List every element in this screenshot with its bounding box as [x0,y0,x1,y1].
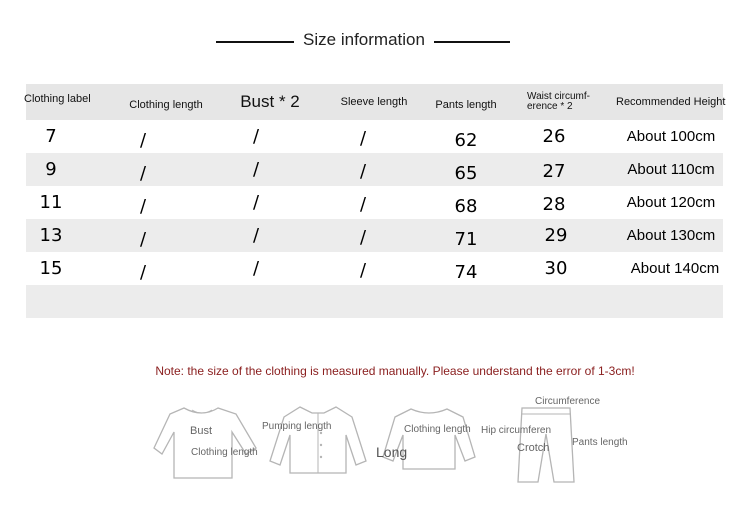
pants-circumference-label: Circumference [535,396,601,407]
cell-waist: 26 [542,126,566,147]
cell-sleeve: / [359,227,367,248]
cell-sleeve: / [359,260,367,281]
cell-bust: / [252,126,260,147]
table-header [24,84,726,120]
header-bust: Bust * 2 [240,92,300,111]
table-row [26,120,723,153]
cell-bust: / [252,192,260,213]
cell-label: 13 [39,225,63,246]
cell-clothing-length: / [139,130,147,151]
header-clothing-length: Clothing length [129,99,203,111]
cell-clothing-length: / [139,163,147,184]
shirt-diagram [266,403,370,475]
cell-height: About 120cm [626,194,716,211]
table-row [26,153,723,186]
cell-waist: 30 [544,258,568,279]
cell-pants: 74 [454,262,478,283]
tshirt-outline-icon [152,402,267,482]
tshirt-length-label: Clothing length [191,447,258,458]
header-sleeve-length: Sleeve length [340,96,408,108]
sweater-length-label: Clothing length [404,424,471,435]
title-rule-left [216,41,296,43]
header-waist: Waist circumf-erence * 2 [527,91,590,112]
cell-pants: 71 [454,229,478,250]
cell-label: 9 [45,159,57,180]
tshirt-bust-label: Bust [190,425,213,437]
cell-height: About 130cm [626,227,716,244]
table-row [26,186,723,219]
cell-sleeve: / [359,161,367,182]
cell-bust: / [252,258,260,279]
cell-height: About 100cm [626,128,716,145]
cell-pants: 62 [454,130,478,151]
cell-clothing-length: / [139,229,147,250]
cell-label: 15 [39,258,63,279]
title-block [216,30,510,54]
pants-hip-label: Hip circumferen [481,425,552,436]
cell-label: 11 [39,192,63,213]
title-rule-right [428,41,510,43]
header-pants-length: Pants length [435,99,497,111]
header-recommended-height: Recommended Height [616,96,726,108]
sweater-long-label: Long [376,444,408,460]
sweater-outline-icon [381,405,477,473]
pants-length-label: Pants length [572,437,628,448]
table-row-empty [26,285,723,318]
header-clothing-label: Clothing label [24,93,91,105]
cell-sleeve: / [359,194,367,215]
cell-waist: 27 [542,161,566,182]
shirt-outline-icon [266,403,370,475]
table-row [26,219,723,252]
cell-height: About 140cm [630,260,720,277]
cell-clothing-length: / [139,262,147,283]
cell-pants: 68 [454,196,478,217]
size-table [24,84,726,318]
shirt-length-label: Pumping length [262,421,332,432]
cell-height: About 110cm [627,161,715,178]
cell-bust: / [252,225,260,246]
cell-sleeve: / [359,128,367,149]
cell-bust: / [252,159,260,180]
cell-waist: 28 [542,194,566,215]
sweater-diagram [381,405,477,473]
cell-label: 7 [45,126,57,147]
measurement-note: Note: the size of the clothing is measured manually. Please understand the error of 1-3cm! [155,364,635,378]
tshirt-diagram [152,402,267,482]
cell-clothing-length: / [139,196,147,217]
page-title: Size information [294,30,434,50]
cell-waist: 29 [544,225,568,246]
table-row [26,252,723,285]
pants-crotch-label: Crotch [517,442,550,454]
cell-pants: 65 [454,163,478,184]
